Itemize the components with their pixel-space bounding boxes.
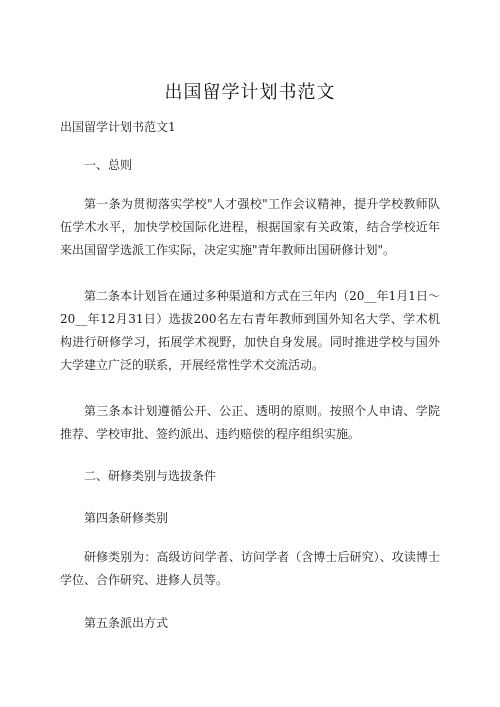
section-heading-general: 一、总则: [84, 158, 133, 172]
section-heading-categories: 二、研修类别与选拔条件: [84, 469, 217, 483]
article-2-paragraph: 第二条本计划旨在通过多种渠道和方式在三年内（20__年1月1日～20__年12月31日）选拔200名左右青年教师到国外知名大学、学术机构进行研修学习，拓展学术视野，加快自身发展。同时推进学校与国外大学建立广泛的联系，开展经常性学术交流活动。: [60, 289, 440, 372]
article-4-heading: 第四条研修类别: [84, 511, 169, 525]
article-5-heading: 第五条派出方式: [84, 616, 169, 630]
article-4-paragraph: 研修类别为：高级访问学者、访问学者（含博士后研究）、攻读博士学位、合作研究、进修人员等。: [60, 550, 440, 587]
document-subtitle: 出国留学计划书范文1: [60, 120, 176, 134]
document-title: 出国留学计划书范文: [164, 82, 336, 103]
article-3-paragraph: 第三条本计划遵循公开、公正、透明的原则。按照个人申请、学院推荐、学校审批、签约派出、违约赔偿的程序组织实施。: [60, 404, 440, 441]
article-1-paragraph: 第一条为贯彻落实学校"人才强校"工作会议精神，提升学校教师队伍学术水平，加快学校国际化进程，根据国家有关政策，结合学校近年来出国留学选派工作实际，决定实施"青年教师出国研修计划"。: [60, 197, 440, 257]
